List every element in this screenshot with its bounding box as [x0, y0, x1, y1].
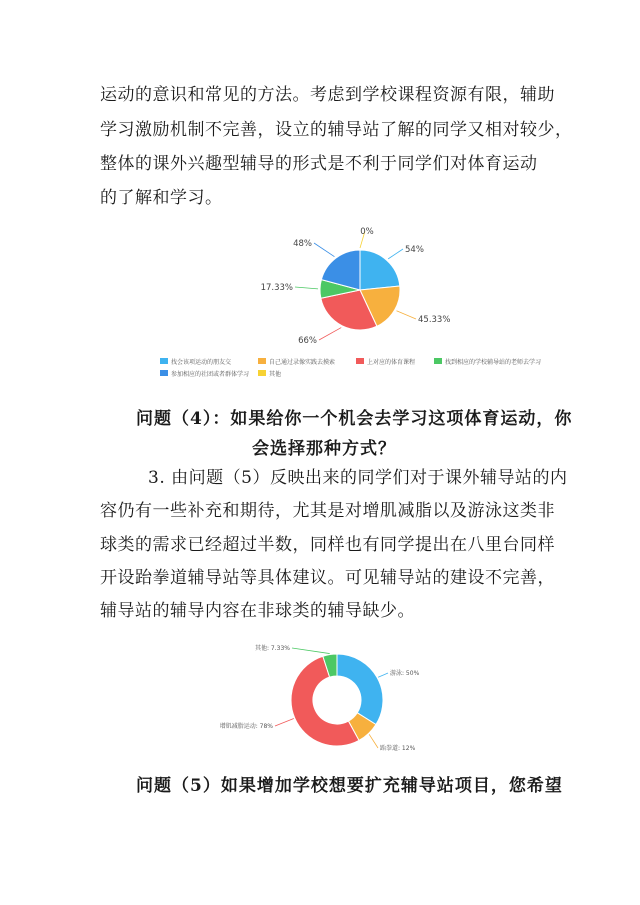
donut-leader-line-3	[292, 648, 330, 654]
paragraph1-line-2: 学习激励机制不完善，设立的辅导站了解的同学又相对较少，	[100, 120, 573, 140]
legend-label-4: 参加相应的社团或者群体学习	[171, 371, 250, 378]
question4-heading-line-1: 问题（4）：如果给你一个机会去学习这项体育运动，你	[136, 409, 573, 429]
paragraph2-line-5: 辅导站的辅导内容在非球类的辅导缺少。	[100, 601, 415, 621]
pie-value-label-3: 17.33%	[260, 283, 293, 293]
donut-leader-line-2	[275, 719, 294, 726]
donut-value-label-3: 其他: 7.33%	[255, 645, 290, 652]
pie-value-label-2: 66%	[298, 336, 317, 346]
pie-leader-line-4	[314, 243, 334, 257]
paragraph1-line-1: 运动的意识和常见的方法。考虑到学校课程资源有限，辅助	[100, 85, 555, 105]
donut-leader-line-0	[378, 673, 388, 677]
pie-value-label-1: 45.33%	[418, 315, 451, 325]
question5-heading-line-1: 问题（5）如果增加学校想要扩充辅导站项目，您希望	[136, 776, 563, 796]
pie-value-label-0: 54%	[405, 245, 424, 255]
donut-value-label-1: 跆拳道: 12%	[380, 745, 416, 752]
legend-label-2: 上对应的体育课程	[367, 359, 416, 366]
legend-swatch-3	[434, 358, 442, 364]
legend-label-5: 其他	[269, 371, 282, 378]
projects-donut-chart	[210, 640, 510, 760]
pie-value-label-5: 0%	[360, 227, 374, 237]
pie-value-label-4: 48%	[293, 239, 312, 249]
legend-swatch-1	[258, 358, 266, 364]
legend-label-1: 自己通过录像实践去摸索	[269, 359, 336, 366]
paragraph2-line-1: 3. 由问题（5）反映出来的同学们对于课外辅导站的内	[148, 468, 568, 488]
pie-leader-line-0	[388, 249, 403, 259]
pie-leader-line-2	[319, 328, 341, 340]
legend-label-3: 找到相应的学校辅导站的老师去学习	[445, 359, 542, 366]
pie-leader-line-3	[295, 287, 318, 289]
pie-leader-line-1	[396, 311, 416, 319]
legend-swatch-0	[160, 358, 168, 364]
legend-swatch-2	[356, 358, 364, 364]
methods-pie-chart	[150, 225, 590, 395]
paragraph1-line-3: 整体的课外兴趣型辅导的形式是不利于同学们对体育运动	[100, 154, 538, 174]
paragraph2-line-4: 开设跆拳道辅导站等具体建议。可见辅导站的建设不完善，	[100, 568, 555, 588]
paragraph1-line-4: 的了解和学习。	[100, 188, 223, 208]
legend-swatch-4	[160, 370, 168, 376]
pie-slice-0	[360, 250, 400, 290]
question4-heading-line-2: 会选择那种方式？	[252, 439, 396, 459]
legend-swatch-5	[258, 370, 266, 376]
donut-value-label-0: 游泳: 50%	[390, 670, 420, 677]
donut-leader-line-1	[369, 734, 378, 748]
legend-label-0: 找会该项运动的朋友交	[171, 359, 232, 366]
donut-value-label-2: 增肌减脂运动: 78%	[219, 723, 273, 730]
paragraph2-line-2: 容仍有一些补充和期待，尤其是对增肌减脂以及游泳这类非	[100, 501, 555, 521]
paragraph2-line-3: 球类的需求已经超过半数，同样也有同学提出在八里台同样	[100, 535, 555, 555]
